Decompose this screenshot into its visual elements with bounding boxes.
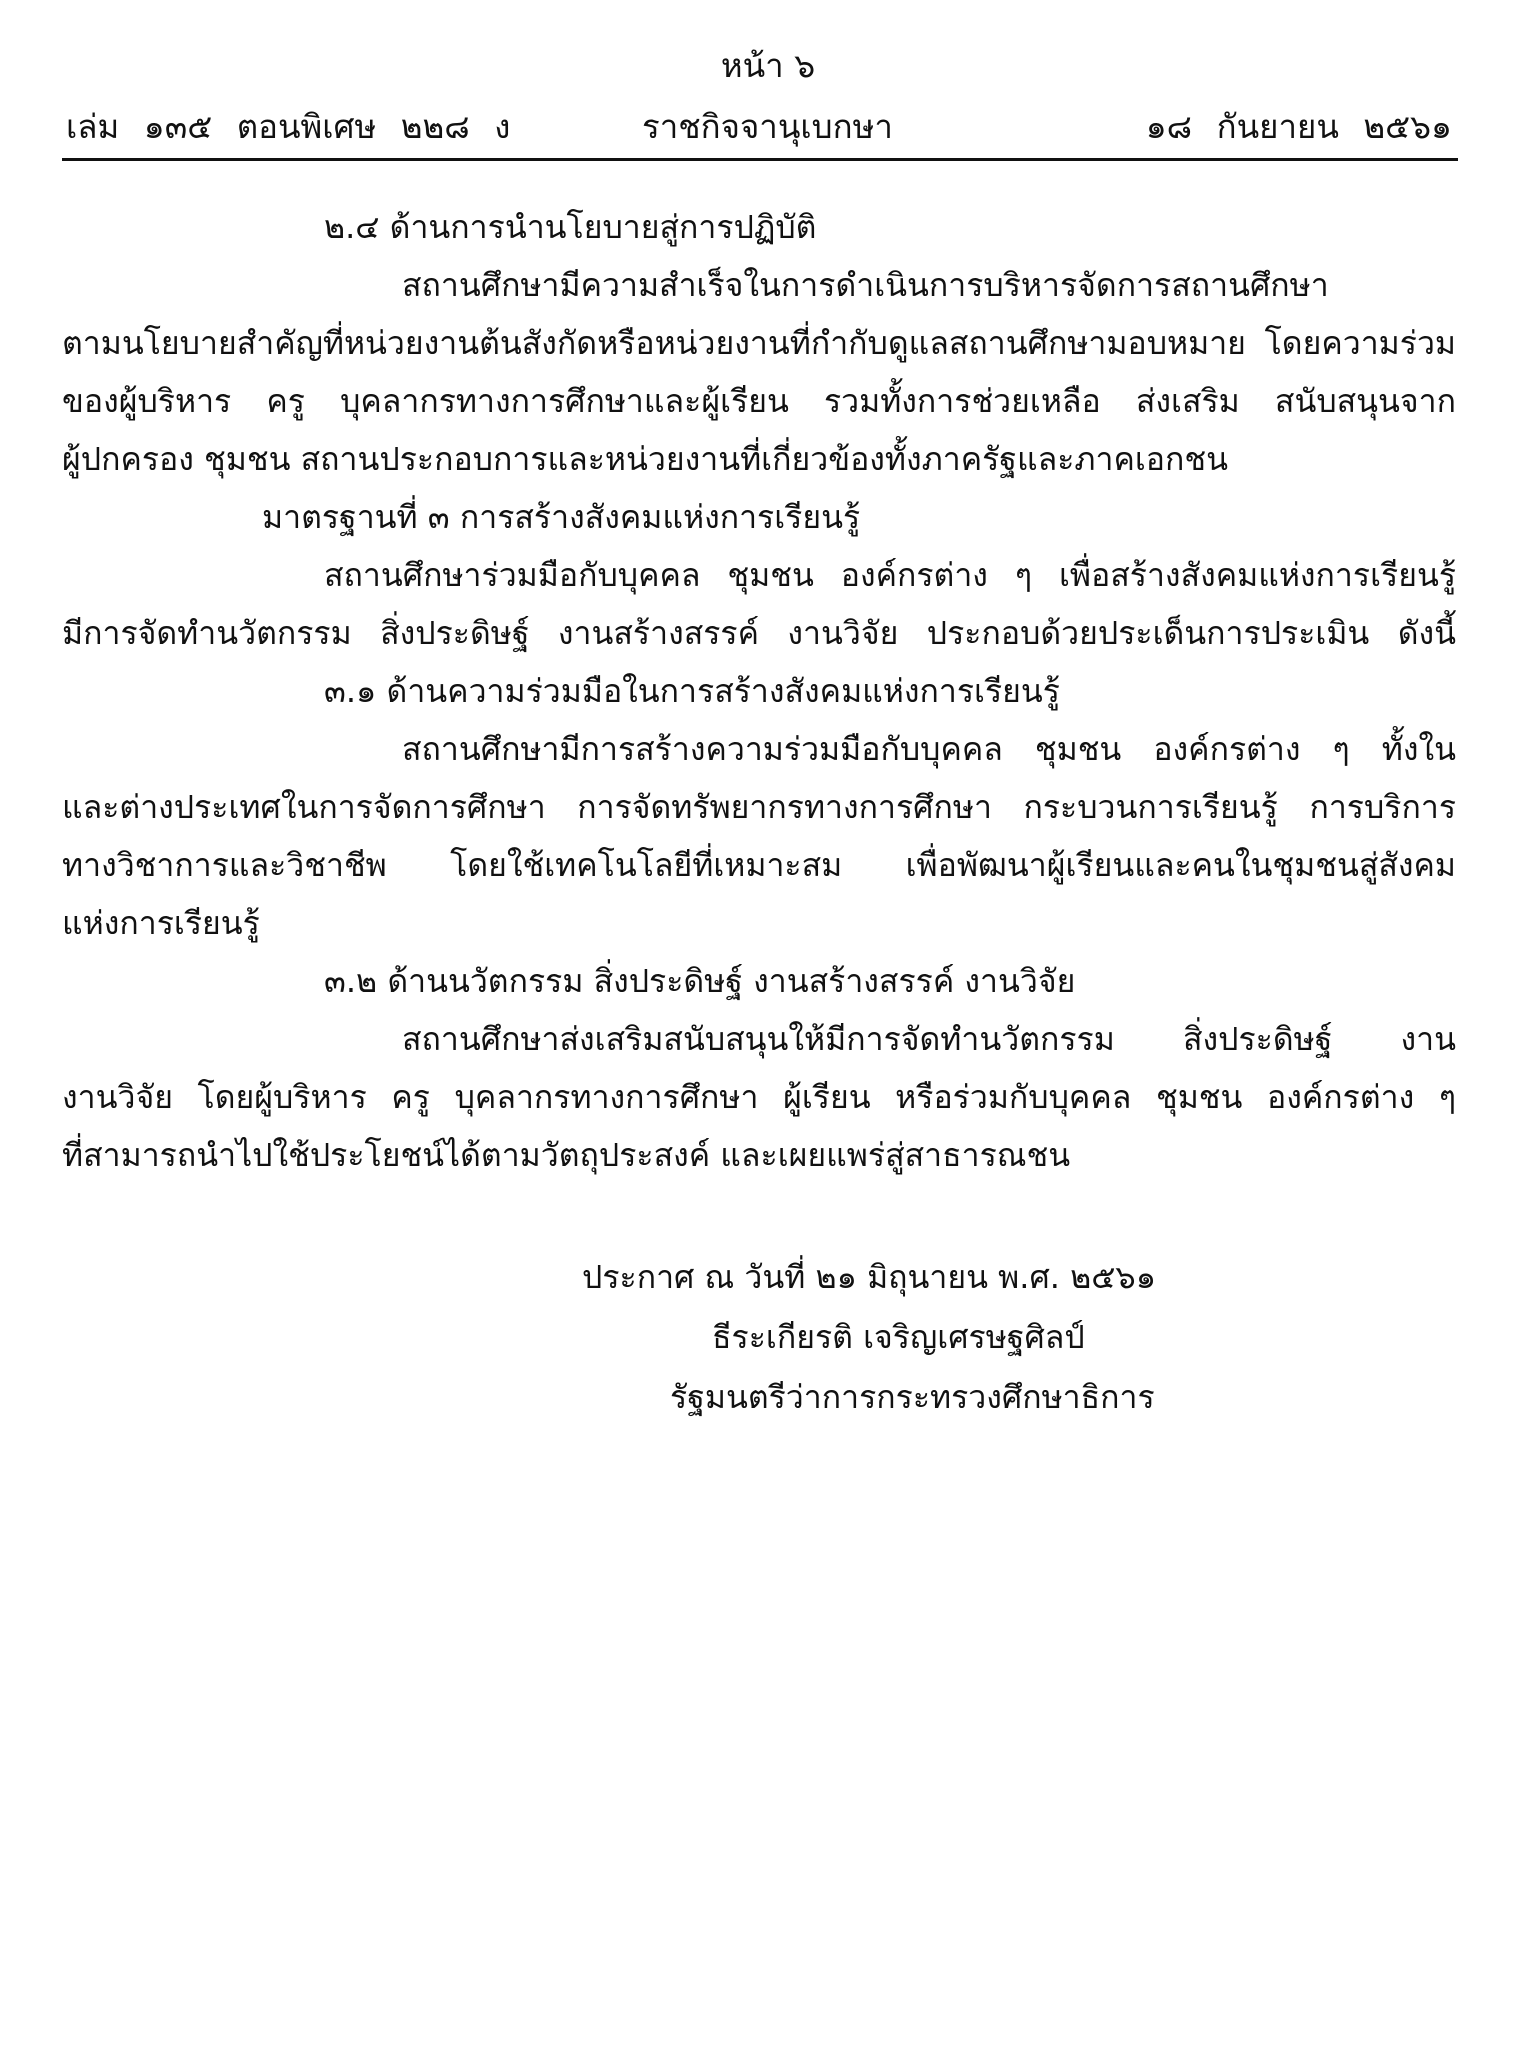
paragraph-line: ที่สามารถนำไปใช้ประโยชน์ได้ตามวัตถุประสงค์ และเผยแพร่สู่สาธารณชน	[62, 1136, 1071, 1174]
paragraph-line: สถานศึกษาส่งเสริมสนับสนุนให้มีการจัดทำนวัตกรรม สิ่งประดิษฐ์ งาน	[402, 1020, 1456, 1058]
header-volume: เล่ม ๑๓๕ ตอนพิเศษ ๒๒๘ ง	[66, 107, 511, 146]
paragraph-line: สถานศึกษามีการสร้างความร่วมมือกับบุคคล ชุมชน องค์กรต่าง ๆ ทั้งใน	[402, 730, 1456, 768]
signer-position: รัฐมนตรีว่าการกระทรวงศึกษาธิการ	[670, 1378, 1155, 1416]
paragraph-line: ของผู้บริหาร ครู บุคลากรทางการศึกษาและผู้เรียน รวมทั้งการช่วยเหลือ ส่งเสริม สนับสนุนจาก	[62, 382, 1456, 420]
standard-heading-3: มาตรฐานที่ ๓ การสร้างสังคมแห่งการเรียนรู้	[262, 498, 861, 536]
header-divider	[62, 158, 1458, 161]
header-date: ๑๘ กันยายน ๒๕๖๑	[1145, 107, 1452, 146]
paragraph-line: งานวิจัย โดยผู้บริหาร ครู บุคลากรทางการศึกษา ผู้เรียน หรือร่วมกับบุคคล ชุมชน องค์กรต่าง ๆ	[62, 1078, 1456, 1116]
paragraph-line: ผู้ปกครอง ชุมชน สถานประกอบการและหน่วยงานที่เกี่ยวข้องทั้งภาครัฐและภาคเอกชน	[62, 440, 1228, 478]
header-publication: ราชกิจจานุเบกษา	[642, 107, 893, 146]
paragraph-line: มีการจัดทำนวัตกรรม สิ่งประดิษฐ์ งานสร้างสรรค์ งานวิจัย ประกอบด้วยประเด็นการประเมิน ดังนี้	[62, 614, 1456, 652]
section-heading-3-1: ๓.๑ ด้านความร่วมมือในการสร้างสังคมแห่งการเรียนรู้	[324, 672, 1060, 710]
paragraph-line: สถานศึกษาร่วมมือกับบุคคล ชุมชน องค์กรต่าง ๆ เพื่อสร้างสังคมแห่งการเรียนรู้	[324, 556, 1456, 594]
paragraph-line: และต่างประเทศในการจัดการศึกษา การจัดทรัพยากรทางการศึกษา กระบวนการเรียนรู้ การบริการ	[62, 788, 1456, 826]
announcement-date: ประกาศ ณ วันที่ ๒๑ มิถุนายน พ.ศ. ๒๕๖๑	[582, 1258, 1157, 1296]
paragraph-line: ทางวิชาการและวิชาชีพ โดยใช้เทคโนโลยีที่เหมาะสม เพื่อพัฒนาผู้เรียนและคนในชุมชนสู่สังคม	[62, 846, 1456, 884]
paragraph-line: สถานศึกษามีความสำเร็จในการดำเนินการบริหารจัดการสถานศึกษา	[402, 266, 1329, 304]
section-heading-3-2: ๓.๒ ด้านนวัตกรรม สิ่งประดิษฐ์ งานสร้างสรรค์ งานวิจัย	[324, 962, 1076, 1000]
gazette-header	[62, 102, 1458, 152]
section-heading-2-4: ๒.๔ ด้านการนำนโยบายสู่การปฏิบัติ	[324, 208, 817, 246]
document-body	[62, 198, 1456, 1184]
paragraph-line: ตามนโยบายสำคัญที่หน่วยงานต้นสังกัดหรือหน่วยงานที่กำกับดูแลสถานศึกษามอบหมาย โดยความร่วม	[62, 324, 1456, 362]
page-number: หน้า ๖	[720, 46, 816, 85]
paragraph-line: แห่งการเรียนรู้	[62, 904, 260, 942]
signer-name: ธีระเกียรติ เจริญเศรษฐศิลป์	[712, 1318, 1085, 1356]
